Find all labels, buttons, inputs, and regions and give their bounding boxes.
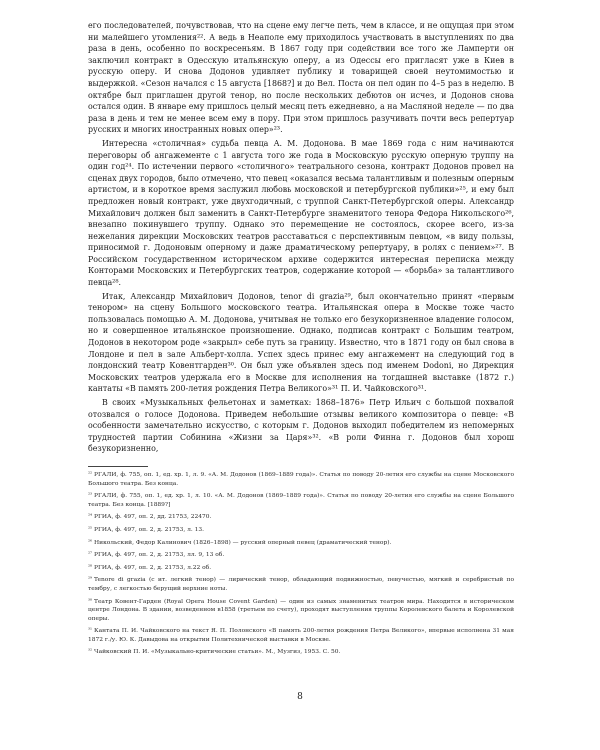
footnote-text: РГАЛИ, ф. 755, оп. 1, ед. хр. 1, л. 10. «А. М. Додонов (1869–1889 года)». Статья по поводу 20-летия его службы на сцене Большого театра. Без конца. [1889?]: [88, 493, 514, 508]
footnote-number: ²⁶: [88, 538, 93, 545]
footnote-text: РГИА, ф. 497, оп. 2, д. 21753, л.22 об.: [94, 564, 212, 571]
footnote-27: [88, 550, 514, 560]
footnote-text: Чайковский П. И. «Музыкально-критические статьи». М., Музгиз, 1953. С. 50.: [94, 649, 341, 656]
footnote-number: ²³: [88, 492, 93, 499]
footnote-number: ²⁴: [88, 513, 93, 520]
footnote-number: ³⁰: [88, 597, 93, 604]
footnote-text: Никольский, Федор Калинович (1826–1898) — русский оперный певец (драматический тенор).: [94, 539, 392, 546]
footnote-22: [88, 470, 514, 488]
footnote-text: РГАЛИ, ф. 755, оп. 1, ед. хр. 1, л. 9. «А. М. Додонов (1869–1889 года)». Статья по поводу 20-летия его службы на сцене Московского Большого театра. Без конца.: [88, 471, 514, 487]
footnote-23: [88, 491, 514, 509]
body-paragraph-2: Интересна «столичная» судьба певца А. М. Додонова. В мае 1869 года с ним начинаются переговоры об ангажементе с 1 августа того же года в Московскую русскую оперную труппу на один год²⁴. По истечении первого «столичного» театрального сезона, контракт Додонов провел на сценах двух городов, было отмечено, что певец «оказался весьма талантливым и полезным оперным артистом, и в короткое время заслужил любовь московской и петербургской публики»²⁵, и ему был предложен новый контракт, уже двухгодичный, с труппой Санкт-Петербургской оперы. Александр Михайлович должен был заменить в Санкт-Петербурге знаменитого тенора Федора Никольского²⁶, внезапно покинувшего труппу. Однако это перемещение не состоялось, скорее всего, из-за нежелания дирекции Московских театров расставаться с перспективным певцом, «в виду пользы, приносимой г. Додоновым оперному и даже драматическому репертуару, в ролях с пением»²⁷. В Российском государственном историческом архиве содержится интересная переписка между Конторами Московских и Петербургских театров, содержание которой — «борьба» за талантливого певца²⁸.: [88, 138, 514, 288]
footnote-30: [88, 597, 514, 624]
footnote-number: ²²: [88, 470, 93, 477]
footnote-28: [88, 563, 514, 573]
footnote-text: РГИА, ф. 497, оп. 2, д. 21753, лл. 9, 13 об.: [94, 552, 225, 559]
footnote-31: [88, 626, 514, 644]
body-paragraph-4: В своих «Музыкальных фельетонах и заметках: 1868–1876» Петр Ильич с большой похвалой отозвался о голосе Додонова. Приведем небольшие отзывы великого композитора о певце: «В особенности замечательно искусство, с которым г. Додонов выходил победителем из непомерных трудностей партии Собинина «Жизни за Царя»³². «В роли Финна г. Додонов был хорош безукоризненно,: [88, 398, 514, 454]
body-paragraph-3: Итак, Александр Михайлович Додонов, tenor di grazia²⁹, был окончательно принят «первым тенором» на сцену Большого московского театра. Итальянская опера в Москве тоже часто пользовалась помощью А. М. Додонова, учитывая не только его безукоризненное владение голосом, но и совершенное итальянское произношение. Однако, подписав контракт с Большим театром, Додонов в некотором роде «закрыл» себе путь за границу. Известно, что в 1871 году он был снова в Лондоне и пел в зале Альберт-холла. Успех здесь принес ему ангажемент на следующий год в лондонский театр Ковентгарден³⁰. Он был уже объявлен здесь под именем Dodoni, но Дирекция Московских театров удержала его в Москве для исполнения на тогдашней выставке (1872 г.) кантаты «В память 200-летия рождения Петра Великого»³¹ П. И. Чайковского³¹.: [88, 291, 514, 394]
footnote-separator: [88, 466, 148, 467]
footnote-number: ²⁵: [88, 525, 93, 532]
footnote-29: [88, 575, 514, 593]
footnote-25: [88, 525, 514, 535]
footnote-number: ³²: [88, 648, 93, 655]
footnote-text: Театр Ковент-Гарден (Royal Opera House Covent Garden) — один из самых знаменитых театров мира. Находится в историческом центре Лондона. В здании, возведенном в1858 (третьем по счету), проходят выступления труппы Королевского балета и Королевской оперы.: [88, 598, 514, 622]
footnote-32: [88, 647, 514, 657]
footnote-number: ²⁹: [88, 576, 93, 583]
footnote-text: РГИА, ф. 497, оп. 2, д. 21753, л. 13.: [94, 526, 204, 533]
body-text: [88, 20, 514, 455]
page-number: 8: [297, 692, 303, 702]
body-paragraph-1: его последователей, почувствовав, что на сцене ему легче петь, чем в классе, и не ощущая при этом ни малейшего утомления²². А ведь в Неаполе ему приходилось участвовать в выступлениях по два раза в день, особенно по воскресеньям. В 1867 году при содействии все того же Ламперти он заключил контракт в Одесскую итальянскую оперу, а из Одессы его пригласят уже в Киев в русскую оперу. И снова Додонов удивляет публику и товарищей своей неутомимостью и выдержкой. «Сезон начался с 15 августа [1868?] и до Вел. Поста он пел один по 4–5 раз в неделю. В октябре был приглашен другой тенор, но после нескольких дебютов он исчез, и Додонов снова остался один. В январе ему пришлось целый месяц петь ежедневно, а на Масляной неделе — по два раза в день и тем не менее всем ему в пору. При этом пришлось разучивать почти весь репертуар русских и многих иностранных новых опер»²³.: [88, 21, 514, 135]
footnote-number: ²⁷: [88, 551, 93, 558]
footnotes: [88, 470, 514, 657]
footnote-text: Tenore di grazia (с ит. легкий тенор) — лирический тенор, обладающий подвижностью, певучестью, мягкий и серебристый по тембру, с легкостью берущий верхние ноты.: [88, 577, 514, 592]
footnote-text: Кантата П. И. Чайковского на текст Я. П. Полонского «В память 200-летия рождения Петра Великого», впервые исполнена 31 мая 1872 г./у. Ю. К. Давыдова на открытии Политехнической выставки в Москве.: [88, 628, 514, 643]
footnote-number: ³¹: [88, 627, 93, 634]
footnote-text: РГИА, ф. 497, оп. 2, дд. 21753, 22470.: [94, 514, 212, 521]
footnote-24: [88, 512, 514, 522]
document-page: [88, 20, 514, 657]
footnote-number: ²⁸: [88, 563, 93, 570]
footnote-26: [88, 538, 514, 548]
